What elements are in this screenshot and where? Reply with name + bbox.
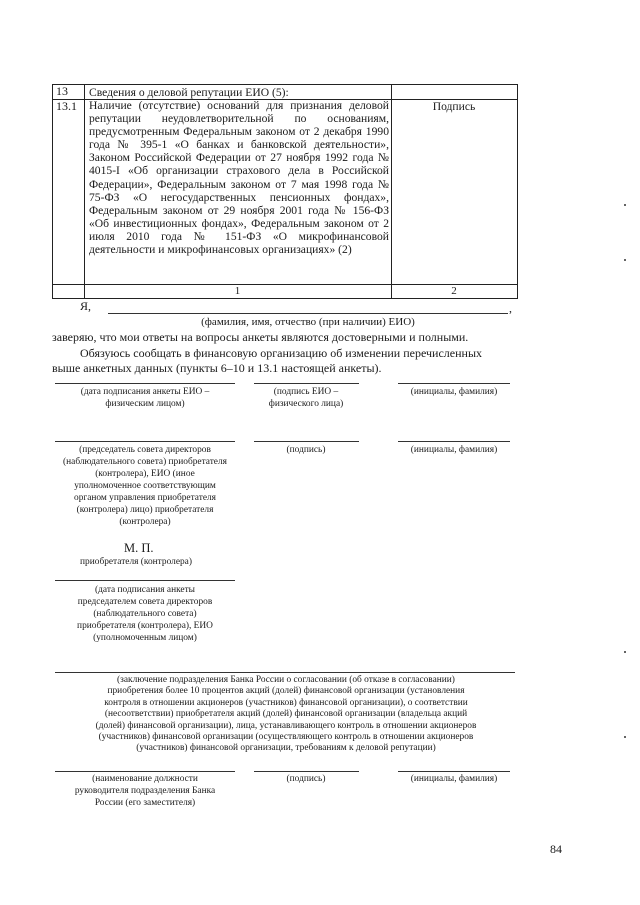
table-divider <box>84 85 85 298</box>
declaration-line-3: выше анкетных данных (пункты 6–10 и 13.1 настоящей анкеты). <box>52 361 382 375</box>
signature-caption: (подпись ЕИО – физического лица) <box>268 387 344 409</box>
date-line <box>55 580 235 581</box>
name-caption: (фамилия, имя, отчество (при наличии) ЕИО) <box>201 316 415 328</box>
row-number-13-1: 13.1 <box>56 99 77 113</box>
date-caption: (дата подписания анкеты ЕИО – физическим лицом) <box>80 387 210 409</box>
initials-caption: (инициалы, фамилия) <box>410 387 498 397</box>
row-13-title: Сведения о деловой репутации ЕИО (5): <box>89 86 289 99</box>
signature-caption: (подпись) <box>286 445 326 455</box>
signature-line <box>254 383 359 384</box>
chair-caption: (председатель совета директоров (наблюдательного совета) приобретателя (контролера), ЕИО (иное уполномоченное соответствующим органом управления приобретателя (контролера) лицо) приобретателя (контролера) <box>63 445 227 527</box>
signature-line <box>254 771 359 772</box>
row-number-13: 13 <box>56 84 68 98</box>
conclusion-caption: (заключение подразделения Банка России о согласовании (об отказе в согласовании) приобретения более 10 процентов акций (долей) финансовой организации (установления контроля в отношении акционеров (участников) финансовой организации), о соответствии (несоответствии) приобретателя акций (долей) финансовой организации (владельца акций (долей) финансовой организации), лица, устанавливающего контроль в отношении акционеров (участников) финансовой организации (осуществляющего контроль в отношении акционеров (участников) финансовой организации, требованиям к деловой репутации) <box>95 675 477 754</box>
page-number: 84 <box>550 842 562 856</box>
initials-line <box>398 383 510 384</box>
signature-caption: (подпись) <box>286 774 326 784</box>
declaration-line-1: заверяю, что мои ответы на вопросы анкеты являются достоверными и полными. <box>52 330 469 344</box>
date-line <box>55 383 235 384</box>
comma: , <box>509 301 512 315</box>
chair-date-caption: (дата подписания анкеты председателем совета директоров (наблюдательного совета) приобретателя (контролера), ЕИО (уполномоченным лицом) <box>77 585 213 643</box>
row-13-1-text: Наличие (отсутствие) оснований для признания деловой репутации неудовлетворительной по основаниям, предусмотренным Федеральным законом от 2 декабря 1990 года № 395-1 «О банках и банковской деятельности», Законом Российской Федерации от 27 ноября 1992 года № 4015-I «Об организации страхового дела в Российской Федерации», Федеральным законом от 7 мая 1998 года № 75-ФЗ «О негосударственных пенсионных фондах», Федеральным законом от 29 ноября 2001 года № 156-ФЗ «Об инвестиционных фондах», Федеральным законом от 2 июля 2010 года № 151-ФЗ «О микрофинансовой деятельности и микрофинансовых организациях» (2) <box>89 99 389 257</box>
declaration-line-2: Обязуюсь сообщать в финансовую организацию об изменении перечисленных <box>80 346 483 360</box>
scan-speck <box>624 651 626 653</box>
ya-label: Я, <box>80 299 92 313</box>
scan-speck <box>624 259 626 261</box>
table-divider <box>391 85 392 298</box>
signature-column-label: Подпись <box>432 100 476 113</box>
name-line <box>108 313 508 314</box>
scan-speck <box>624 736 626 738</box>
column-number-1: 1 <box>234 285 241 297</box>
conclusion-line <box>55 672 515 673</box>
signature-line <box>254 441 359 442</box>
initials-caption: (инициалы, фамилия) <box>410 445 498 455</box>
position-line <box>55 771 235 772</box>
position-caption: (наименование должности руководителя подразделения Банка России (его заместителя) <box>74 774 216 808</box>
stamp-caption: приобретателя (контролера) <box>80 557 192 567</box>
scan-speck <box>624 204 626 206</box>
column-number-2: 2 <box>451 285 457 297</box>
initials-line <box>398 771 510 772</box>
chair-line <box>55 441 235 442</box>
initials-line <box>398 441 510 442</box>
initials-caption: (инициалы, фамилия) <box>410 774 498 784</box>
stamp-place-label: М. П. <box>124 541 154 555</box>
reputation-table <box>52 84 518 299</box>
